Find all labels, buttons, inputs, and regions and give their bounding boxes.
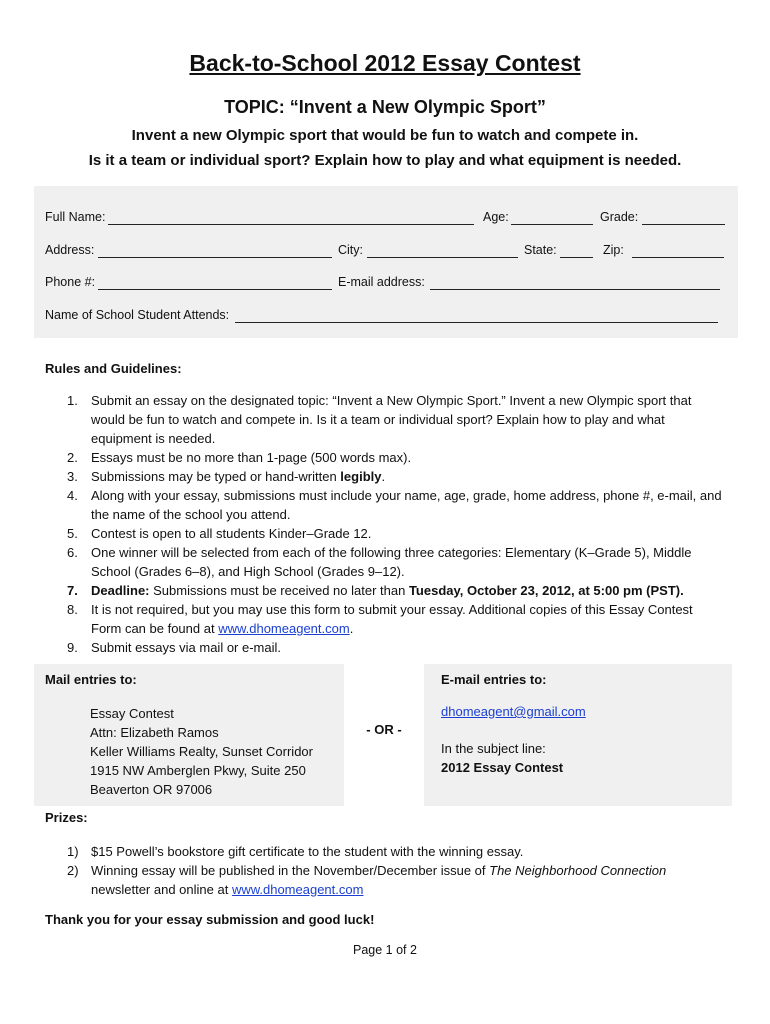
address-line: Attn: Elizabeth Ramos — [90, 725, 219, 740]
grade-label: Grade: — [600, 210, 639, 224]
subject-line-value: 2012 Essay Contest — [441, 760, 564, 775]
list-item — [45, 448, 725, 467]
or-separator: - OR - — [366, 722, 402, 737]
contest-email-link[interactable]: dhomeagent@gmail.com — [441, 704, 586, 719]
list-item — [45, 467, 725, 486]
item-number: 5. — [67, 526, 78, 541]
item-text: Submissions may be typed or hand-written — [91, 469, 341, 484]
address-line: 1915 NW Amberglen Pkwy, Suite 250 — [90, 763, 306, 778]
email-field[interactable] — [430, 289, 720, 290]
list-item — [45, 391, 725, 448]
school-field[interactable] — [235, 322, 718, 323]
page-title: Back-to-School 2012 Essay Contest — [189, 50, 581, 76]
mail-entries-box — [34, 664, 344, 806]
address-line: Beaverton OR 97006 — [90, 782, 213, 797]
list-item — [45, 543, 725, 581]
publication-title: The Neighborhood Connection — [489, 863, 667, 878]
item-number: 8. — [67, 602, 78, 617]
subject-line-label: In the subject line: — [441, 741, 546, 756]
deadline-date: Tuesday, October 23, 2012, at 5:00 pm (PST). — [408, 583, 684, 598]
list-item — [45, 638, 725, 657]
age-field[interactable] — [511, 224, 593, 225]
state-label: State: — [524, 243, 557, 257]
item-number: 9. — [67, 640, 78, 655]
prizes-heading: Prizes: — [45, 810, 88, 825]
list-item — [45, 842, 725, 861]
item-text: Submissions must be received no later than — [149, 583, 409, 598]
item-emphasis: legibly — [340, 469, 382, 484]
item-number: 7. — [67, 583, 78, 598]
closing-message: Thank you for your essay submission and good luck! — [45, 912, 375, 927]
topic-description-line-1: Invent a new Olympic sport that would be fun to watch and compete in. — [131, 127, 639, 144]
website-link[interactable]: www.dhomeagent.com — [218, 621, 350, 636]
website-link[interactable]: www.dhomeagent.com — [231, 882, 364, 897]
item-number: 4. — [67, 488, 78, 503]
item-number: 2) — [67, 863, 79, 878]
item-number: 2. — [67, 450, 78, 465]
list-item — [45, 600, 725, 638]
zip-label: Zip: — [603, 243, 624, 257]
age-label: Age: — [483, 210, 509, 224]
entry-form — [34, 186, 738, 338]
address-label: Address: — [45, 243, 95, 257]
prizes-list — [45, 842, 725, 899]
item-text: Winning essay will be published in the November/December issue of — [91, 863, 490, 878]
school-label: Name of School Student Attends: — [45, 308, 230, 322]
address-field[interactable] — [98, 257, 332, 258]
item-number: 1. — [67, 393, 78, 408]
address-line: Keller Williams Realty, Sunset Corridor — [90, 744, 313, 759]
list-item-deadline — [45, 581, 725, 600]
page-number: Page 1 of 2 — [353, 943, 417, 957]
deadline-label: Deadline: — [91, 583, 150, 598]
full-name-field[interactable] — [108, 224, 474, 225]
item-number: 3. — [67, 469, 78, 484]
item-text: Essays must be no more than 1-page (500 words max). — [91, 450, 412, 465]
list-item — [45, 861, 725, 899]
item-text-end: . — [349, 621, 354, 636]
item-text: Along with your essay, submissions must include your name, age, grade, home address, phone #, e-mail, and the name of the school you attend. — [91, 488, 722, 522]
topic-description-line-2: Is it a team or individual sport? Explain how to play and what equipment is needed. — [88, 152, 682, 169]
city-field[interactable] — [367, 257, 518, 258]
item-text-end: . — [381, 469, 386, 484]
item-text-continued: newsletter and online at — [91, 882, 232, 897]
mail-entries-heading: Mail entries to: — [45, 672, 137, 687]
item-text: Contest is open to all students Kinder–Grade 12. — [91, 526, 372, 541]
item-text: Submit essays via mail or e-mail. — [91, 640, 281, 655]
grade-field[interactable] — [642, 224, 725, 225]
phone-label: Phone #: — [45, 275, 96, 289]
rules-heading: Rules and Guidelines: — [45, 361, 182, 376]
rules-list — [45, 391, 725, 657]
item-text: It is not required, but you may use this form to submit your essay. Additional copies of this Essay Contest Form can be found at — [91, 602, 693, 636]
item-text: $15 Powell’s bookstore gift certificate to the student with the winning essay. — [91, 844, 524, 859]
state-field[interactable] — [560, 257, 593, 258]
email-entries-box — [424, 664, 732, 806]
item-text: One winner will be selected from each of the following three categories: Elementary (K–Grade 5), Middle School (Grades 6–8), and High School (Grades 9–12). — [91, 545, 692, 579]
topic-heading: TOPIC: “Invent a New Olympic Sport” — [224, 97, 546, 117]
item-number: 1) — [67, 844, 79, 859]
item-number: 6. — [67, 545, 78, 560]
email-label: E-mail address: — [338, 275, 425, 289]
list-item — [45, 524, 725, 543]
list-item — [45, 486, 725, 524]
mailing-address — [90, 704, 313, 799]
zip-field[interactable] — [632, 257, 724, 258]
phone-field[interactable] — [98, 289, 332, 290]
address-line: Essay Contest — [90, 706, 174, 721]
city-label: City: — [338, 243, 363, 257]
email-entries-heading: E-mail entries to: — [441, 672, 547, 687]
full-name-label: Full Name: — [45, 210, 106, 224]
item-text: Submit an essay on the designated topic: “Invent a New Olympic Sport.” Invent a new Olympic sport that would be fun to watch and compete in. Is it a team or individual sport? Explain how to play and what equipment is needed. — [91, 393, 692, 446]
